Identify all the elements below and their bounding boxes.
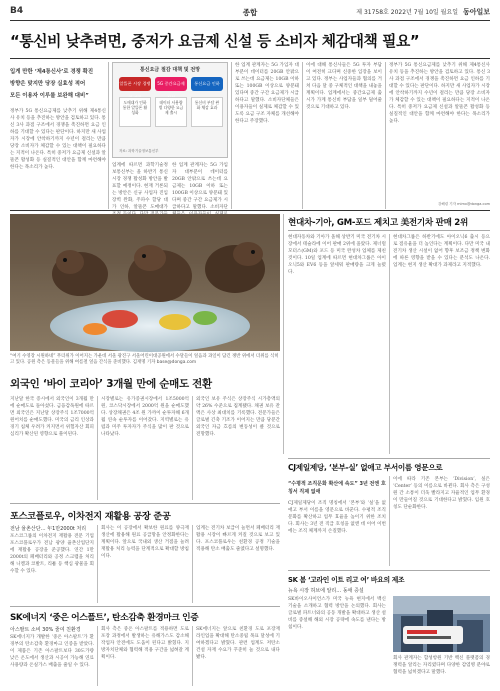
lead-body-col-4: 이에 대해 통신사들은 5G 투자 부담이 여전히 크다며 신중한 입장을 보이고 있다. 정부는 사업자들과 협의를 거쳐 다음 달 중 구체적인 대책을 내놓을 계획이다. 업계에서는 중간요금제 출시가 가계 통신비 부담을 일부 덜어줄 것으로 기대하고 있다. <box>306 63 382 110</box>
sk-chungo-body-col-2: 회사 측은 중온 아스팔트를 적용하면 도로 포장 과정에서 발생하는 유해가스도 감소해 작업자 안전에도 도움이 된다고 밝혔다. 지방자치단체와 협력해 적용 구간을 넓혀갈 계획이다. <box>101 627 189 660</box>
infographic-box-1: 도매대가 인하 통한 알뜰폰 활성화 <box>119 97 151 127</box>
posco-headline: 포스코플로우, 이차전지 재활용 공장 준공 <box>10 511 171 522</box>
lead-body-col-3: 한 업계 관계자는 5G 가입자 대부분이 데이터를 20GB 안팎으로 쓰는데 요금제는 10GB 이하 또는 100GB 이상으로 양분돼 있다며 중간 구간 요금제가 시급하다고 말했다. 소비자단체들은 이용자들이 실제로 체감할 수 있도록 요금 구조 자체를 개선해야 한다고 주장했다. <box>235 63 299 124</box>
lead-byline: 강해령 기자 mimx@donga.com <box>437 202 490 206</box>
column-divider <box>283 214 284 454</box>
column-divider <box>389 476 390 566</box>
infographic-title: 통신요금 절감 대책 및 전망 <box>139 67 201 73</box>
photo-caption-text: “여기 수영장 시원하네” 무더위가 이어지는 가운데 서울 광진구 서울어린이대공원에서 수달들이 얼음과 과일이 담긴 쟁반 위에서 더위를 식히고 있다. 공원 측은 동물들을 위해 여름철 얼음 간식을 준비했다. <box>10 354 279 365</box>
section-divider <box>288 570 490 571</box>
column-divider <box>192 626 193 686</box>
gm-headline: 현대차-기아, GM-포드 제치고 美전기차 판매 2위 <box>288 218 468 228</box>
infographic-box-2: 데이터 사용량별 다양한 요금제 출시 <box>155 97 187 127</box>
issue-number: 제 31758호 <box>356 9 389 16</box>
column-divider <box>192 525 193 603</box>
sk-bio-body-col-1: SK바이오사이언스가 미국 뉴욕 현지에서 백신 기술을 소개하고 협력 방안을 논의했다. 회사는 글로벌 파트너와의 공동 개발을 확대하고 생산 설비를 증설해 해외 시장 공략에 속도를 낸다는 방침이다. <box>288 597 386 630</box>
posco-sub: 전남 율촌산단… 年1만2000t 처리 <box>10 526 87 532</box>
column-divider <box>389 234 390 454</box>
lead-subhead: 입게 만한 ‘제4통신사’로 경쟁 확진 방향은 맞지만 당장 실효성 적어 모든 이용자 이루를 보완해 대비” <box>10 69 94 99</box>
page-number: B4 <box>10 6 24 16</box>
sk-chungo-sub: 아스팔트 소비 30% 줄여 친환경 <box>10 627 81 633</box>
infographic-box-3: 통신비 부담 완화 체감 효과 <box>191 97 223 127</box>
column-divider <box>97 525 98 603</box>
gm-body-col-1: 현대자동차와 기아가 올해 상반기 미국 전기차 시장에서 테슬라에 이어 판매 2위에 올랐다. 제너럴모터스(GM)와 포드 등 미국 완성차 업체를 제친 것이다. 10일 업계에 따르면 현대차그룹은 아이오닉5와 EV6 등을 앞세워 판매량을 크게 늘렸다. <box>288 235 386 275</box>
issue-date-text: 2022년 7월 10일 월요일 <box>390 9 459 16</box>
cj-headline: CJ제일제당, ‘본부-실’ 없애고 부서이름 영문으로 <box>288 463 443 472</box>
sk-bio-photo <box>393 596 490 652</box>
column-divider <box>192 396 193 500</box>
cj-body-col-2: 이에 따라 기존 본부는 ‘Division’, 실은 ‘Center’ 등의 이름으로 바뀐다. 회사 측은 구성원 간 소통이 더욱 빨라지고 자율적인 업무 환경이 만들어질 것으로 기대한다고 밝혔다. 임원 호칭도 단순화한다. <box>393 477 490 510</box>
korea-body-col-1: 지난달 한국 증시에서 외국인이 3개월 만에 순매도로 돌아섰다. 금융감독원에 따르면 외국인은 지난달 상장주식 1조7000억 원어치를 순매도했다. 미국의 금리 인상과 경기 침체 우려가 커지면서 위험자산 회피 심리가 확산된 영향으로 풀이된다. <box>10 397 94 437</box>
section-name: 종합 <box>242 8 258 17</box>
sk-bio-photo-image <box>393 596 490 652</box>
lead-body-col-2: 업계에 따르면 과학기술정보통신부는 올 하반기 통신시장 경쟁 활성화 방안을 발표할 예정이다. 현재 거론되는 방안은 신규 사업자 진입 장벽 완화, 주파수 할당 대가 인하, 알뜰폰 도매대가 <box>112 163 168 210</box>
otter-photo-image <box>10 214 280 351</box>
lead-body-col-1: 정부가 5G 통신요금제를 낮추기 위해 제4통신사 유치 등을 추진하는 방안을 검토하고 있다. 통신 3사 과점 구조에서 경쟁을 촉진하면 요금 인하를 기대할 수 있다는 판단이다. 하지만 새 사업자가 시장에 안착하기까지 수년이 걸리는 만큼 당장 소비자가 체감할 수 있는 대책이 필요하다는 지적이 나온다. 특히 중저가 요금제 신설과 알뜰폰 활성화 등 실질적인 대안을 함께 마련해야 한다는 목소리가 높다. <box>10 109 106 170</box>
sk-chungo-body-col-3: SK에너지는 앞으로 친환경 도로 포장재 라인업을 확대해 탄소중립 목표 달성에 기여하겠다고 밝혔다. 관련 업계도 저탄소 건설 자재 수요가 꾸준히 늘 것으로 내다봤다. <box>196 627 280 660</box>
posco-body-col-2: 회사는 이 공장에서 확보한 원료를 양극재 생산에 활용해 원료 공급망을 안정화한다는 계획이다. 앞으로 국내외 생산 거점을 늘려 재활용 처리 능력을 단계적으로 확대할 방침이다. <box>101 526 189 559</box>
column-divider <box>385 62 386 209</box>
cj-quote: “수평적 조직문화 확산에 속도” 3년 전엔 호칭서 직제 없애 <box>288 481 386 495</box>
section-divider <box>10 606 280 607</box>
korea-body-col-3: 외국인 보유 주식은 상장주식 시가총액의 약 26% 수준으로 집계됐다. 채권 보유 잔액은 사상 최대치를 기록했다. 전문가들은 글로벌 긴축 기조가 이어지는 만큼 당분간 외국인 자금 흐름의 변동성이 클 것으로 전망했다. <box>196 397 280 437</box>
column-divider <box>231 62 232 209</box>
photo-credit: 김재명 기자 base@donga.com <box>132 360 197 365</box>
posco-body-col-1: 포스코그룹의 이차전지 재활용 전문 기업 포스코플로우가 전남 광양 율촌산업단지에 재활용 공장을 준공했다. 연간 1만2000t의 폐배터리와 공정 스크랩을 처리해 니켈과 코발트, 리튬 등 핵심 광물을 회수할 수 있다. <box>10 534 94 574</box>
sk-chungo-headline: SK에너지 ‘중은 어스플트’, 탄소감축 환경마크 인증 <box>10 613 199 623</box>
column-divider <box>302 62 303 209</box>
lead-headline: “통신비 낮추려면, 중저가 요금제 신설 등 소비자 체감대책 필요” <box>10 33 420 50</box>
photo-caption <box>10 354 280 368</box>
korea-headline: 외국인 ‘바이 코리아’ 3개월 만에 순매도 전환 <box>10 378 212 390</box>
lead-rule <box>10 58 490 59</box>
header-rule <box>10 20 490 21</box>
pill-budget-phone: 알뜰폰 시장 경쟁 <box>119 77 151 91</box>
lead-body-col-2b: 한 업계 관계자는 5G 가입자 대부분이 데이터를 20GB 안팎으로 쓰는데 요금제는 10GB 이하 또는 100GB 이상으로 양분돼 있다며 중간 구간 요금제가 시급하다고 말했다. 소비자단 <box>172 163 228 210</box>
otter-photo <box>10 214 280 351</box>
cj-body-col-1: CJ제일제당이 조직 명칭에서 ‘본부’와 ‘실’을 없애고 부서 이름을 영문으로 바꾼다. 수평적 조직문화를 확산하고 업무 효율을 높이기 위한 조치다. 회사는 3년 전 직급 호칭을 없앤 데 이어 이번에는 조직 체계까지 손질했다. <box>288 501 386 534</box>
gm-body-col-2: 현대차그룹은 하반기에도 아이오닉6 출시 등으로 점유율을 더 높인다는 계획이다. 다만 미국 내 전기차 생산 시설이 없어 향후 보조금 정책 변화에 따른 영향을 받을 수 있다는 분석도 나온다. 업계는 현지 생산 확대가 과제라고 지적했다. <box>393 235 490 268</box>
pill-5g-plan: 5G 중간요금제 <box>155 77 187 91</box>
page-header <box>10 6 490 20</box>
sk-bio-body-col-2: 회사 관계자는 합성항원 기반 백신 플랫폼의 경쟁력을 알리는 자리였다며 다양한 감염병 분야로 협력을 넓히겠다고 말했다. <box>393 656 490 675</box>
column-divider <box>108 62 109 209</box>
sk-bio-headline: SK 봄 ‘고라인 이트 리고 여’ 바요의 제조 <box>288 576 405 584</box>
section-divider <box>10 503 280 504</box>
issue-date <box>356 7 490 17</box>
infographic <box>112 62 228 158</box>
section-divider <box>288 458 490 459</box>
column-divider <box>97 396 98 500</box>
section-divider <box>288 230 490 231</box>
korea-body-col-2: 시장별로는 유가증권시장에서 1조5000억 원, 코스닥시장에서 2000억 원을 순매도했다. 상장채권은 4조 원 가까이 순투자해 6개월 연속 순투자를 이어갔다. 지역별로는 유럽과 미주 투자자가 주식을 많이 판 것으로 나타났다. <box>101 397 189 437</box>
lead-body-col-5: 정부가 5G 통신요금제를 낮추기 위해 제4통신사 유치 등을 추진하는 방안을 검토하고 있다. 통신 3사 과점 구조에서 경쟁을 촉진하면 요금 인하를 기대할 수 있다는 판단이다. 하지만 새 사업자가 시장에 안착하기까지 수년이 걸리는 만큼 당장 소비자가 체감할 수 있는 대책이 필요하다는 지적이 나온다. 특히 중저가 요금제 신설과 알뜰폰 활성화 등 실질적인 대안을 함께 마련해야 한다는 목소리가 높다. <box>389 63 490 124</box>
section-rule <box>10 210 490 211</box>
posco-body-col-3: 업계는 전기차 보급이 늘면서 폐배터리 재활용 시장이 빠르게 커질 것으로 보고 있다. 포스코플로우는 친환경 공정 기술을 적용해 탄소 배출도 줄였다고 설명했다. <box>196 526 280 552</box>
infographic-source: 자료: 과학기술정보통신부 <box>119 149 159 153</box>
column-divider <box>97 626 98 686</box>
sk-bio-sub: 뉴욕 시장 허브에 알리… 동애 증설 <box>288 588 364 594</box>
pill-rate-cut: 통신요금 인하 <box>191 77 223 91</box>
paper-name: 동아일보 <box>462 8 490 16</box>
sk-chungo-body-col-1: SK에너지가 개발한 ‘중온 아스팔트’가 환경부의 탄소감축 환경마크 인증을 받았다. 이 제품은 기존 아스팔트보다 30도가량 낮은 온도에서 생산과 시공이 가능해 연료 사용량과 온실가스 배출을 줄일 수 있다. <box>10 635 94 668</box>
